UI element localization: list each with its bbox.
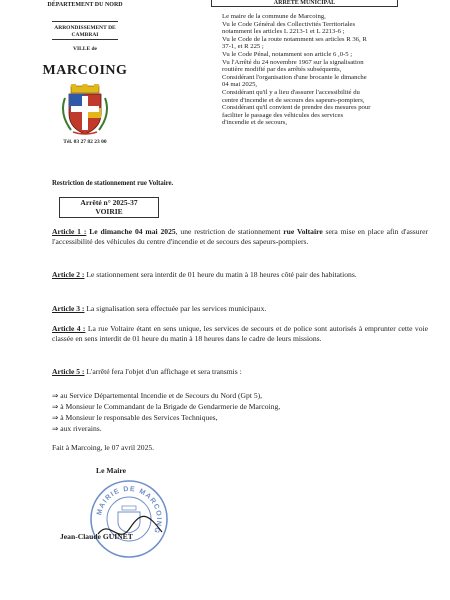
considerants-block <box>222 13 400 127</box>
department-name: DÉPARTEMENT DU NORD <box>47 2 123 8</box>
arrete-number: Arrêté n° 2025-37 <box>80 198 138 207</box>
city-name: MARCOING <box>42 63 128 78</box>
article-5 <box>52 367 428 377</box>
list-item: ⇒ au Service Départemental Incendie et de Secours du Nord (Gpt 5), <box>52 391 263 400</box>
ville-label: VILLE de <box>73 46 97 52</box>
considerant-line: Considérant qu'il convient de prendre des mesures pour <box>222 104 371 112</box>
signer-title: Le Maire <box>96 466 127 475</box>
considerant-line: routière modifié par des arrêtés subséquents, <box>222 66 342 74</box>
considerant-line: d'incendie et de secours, <box>222 119 288 127</box>
list-item: ⇒ à Monsieur le Commandant de la Brigade de Gendarmerie de Marcoing, <box>52 402 281 411</box>
article-1-street: rue Voltaire <box>283 227 323 236</box>
article-4-text: La rue Voltaire étant en sens unique, les services de secours et de police sont autorisés à emprunter cette voie classée en sens interdit de 01 heure du matin à 18 heures dans le cadre de leurs missions. <box>52 324 428 343</box>
list-item: ⇒ aux riverains. <box>52 424 102 433</box>
considerant-line: Vu le Code de la route notamment ses articles R 36, R <box>222 35 367 43</box>
place-and-date: Fait à Marcoing, le 07 avril 2025. <box>52 443 155 452</box>
article-2 <box>52 270 428 280</box>
article-1-label: Article 1 : <box>52 227 87 236</box>
article-1 <box>52 227 428 247</box>
considerant-line: Vu l'Arrêté du 24 novembre 1967 sur la signalisation <box>222 58 364 66</box>
arrete-number-box <box>59 197 159 218</box>
article-3-label: Article 3 : <box>52 304 85 313</box>
considerant-line: notamment les articles L 2213-1 et L 2213-6 ; <box>222 28 345 36</box>
divider <box>52 39 118 40</box>
arrondissement-name: ARRONDISSEMENT DE CAMBRAI <box>54 25 116 38</box>
article-1-text: , une restriction de stationnement <box>175 227 284 236</box>
category-label: VOIRIE <box>95 207 123 216</box>
considerant-line: 04 mai 2025, <box>222 81 258 89</box>
divider <box>52 21 118 22</box>
svg-text:MAIRIE DE MARCOING: MAIRIE DE MARCOING <box>96 485 163 535</box>
coat-of-arms-icon <box>57 84 113 136</box>
article-4-label: Article 4 : <box>52 324 86 333</box>
restriction-title: Restriction de stationnement rue Voltaire. <box>52 180 174 187</box>
signer-name: Jean-Claude GUINET <box>60 532 133 541</box>
article-5-text: L'arrêté fera l'objet d'un affichage et sera transmis : <box>84 367 242 376</box>
considerant-line: Le maire de la commune de Marcoing, <box>222 13 326 20</box>
considerant-line: centre d'incendie et de secours des sapeurs-pompiers, <box>222 96 365 104</box>
article-2-label: Article 2 : <box>52 270 85 279</box>
considerant-line: faciliter le passage des véhicules des services <box>222 111 344 119</box>
arrete-banner: ARRÊTÉ MUNICIPAL <box>211 0 398 7</box>
considerant-line: Considérant qu'il y a lieu d'assurer l'accessibilité du <box>222 88 360 96</box>
article-5-label: Article 5 : <box>52 367 85 376</box>
mairie-seal-stamp <box>88 478 170 560</box>
list-item: ⇒ à Monsieur le responsable des Services Techniques, <box>52 413 218 422</box>
article-4 <box>52 324 428 344</box>
considerant-line: Vu le Code Pénal, notamment son article 6 ,0-5 ; <box>222 50 353 58</box>
telephone-number: Tél. 03 27 82 23 00 <box>63 139 107 145</box>
article-2-text: Le stationnement sera interdit de 01 heure du matin à 18 heures côté pair des habitations. <box>84 270 357 279</box>
article-1-date: Le dimanche 04 mai 2025 <box>89 227 176 236</box>
transmission-list <box>52 390 372 434</box>
article-3-text: La signalisation sera effectuée par les services municipaux. <box>84 304 267 313</box>
considerant-line: Considérant l'organisation d'une brocante le dimanche <box>222 73 367 81</box>
article-3 <box>52 304 428 314</box>
article-1-text-end: sera mise en place afin d'assurer l'accessibilité des véhicules du centre d'incendie et de secours des sapeurs-pompiers. <box>52 227 428 246</box>
considerant-line: Vu le Code Général des Collectivités Territoriales <box>222 20 356 28</box>
considerant-line: 37-1, et R 225 ; <box>222 43 264 51</box>
